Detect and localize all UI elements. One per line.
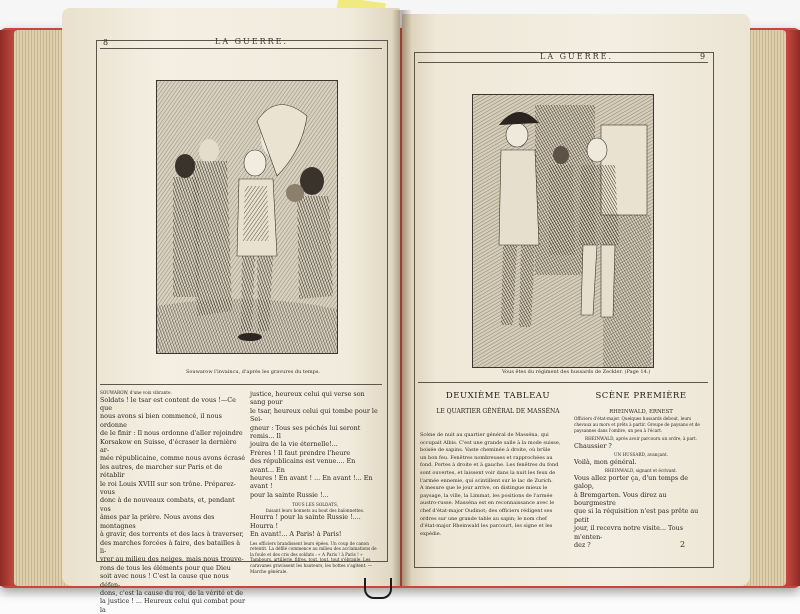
setting-line: austro-russe. Masséna est en reconnaissance avec le: [420, 500, 555, 507]
speech-line: Frères ! Il faut prendre l'heure: [250, 448, 351, 457]
speaker-souwarow: SOUWAROW, d'une voix vibrante.: [100, 390, 172, 395]
dialogue-line: jour, il recevra notre visite... Tous m'enten-: [574, 524, 684, 541]
left-page-number: 8: [103, 38, 109, 47]
right-caption-rule: [418, 382, 708, 383]
speech-line: des républicains est venue.... En avant... En: [250, 457, 356, 474]
speaker-hussard: UN HUSSARD, avançant.: [613, 452, 669, 458]
tableau-title: DEUXIÈME TABLEAU: [445, 391, 551, 401]
speech-line: de le finir : Il nous ordonne d'aller rejoindre: [100, 429, 243, 438]
speech-line: vrer au milieu des neiges, mais nous trouve-: [100, 555, 244, 564]
speech-line: soit avec nous ! C'est la cause que nous défen-: [100, 572, 229, 589]
chorus-line: En avant!... A Paris! à Paris!: [250, 530, 342, 539]
dialogue-line: dez ?: [574, 541, 591, 550]
setting-line: ordres sur une grande table au sapin; le nom chef: [420, 515, 547, 522]
speech-line: heures ! En avant ! ... En avant !... En avant !: [250, 474, 373, 491]
setting-line: paysage, la ville, la Limmat, les positions de l'armée: [420, 492, 553, 499]
left-column-1: [100, 390, 246, 614]
hussards-engraving-image: [473, 95, 653, 367]
speech-line: âmes par la prière. Nous avons des montagnes: [100, 513, 215, 530]
speech-line: Soldats ! le tsar est content de vous !—Ce que: [100, 395, 236, 412]
speech-line: gneur : Tous ses péchés lui seront remis... Il: [250, 423, 361, 441]
left-illustration-caption: Souwarow l'invaincu, d'après les gravures du temps.: [186, 369, 320, 375]
speech-line: nous avons si bien commencé, il nous ordonne: [100, 412, 222, 429]
speech-line: le tsar, heureux celui qui tombe pour le Sei-: [250, 406, 378, 424]
setting-description: [420, 432, 568, 560]
speaker-rheinwald: RHEINWALD, signant et écrivant.: [604, 468, 678, 474]
right-head-rule: [418, 62, 708, 63]
speech-line: rons de tous les éléments pour que Dieu: [100, 563, 231, 572]
left-column-2: [250, 390, 380, 574]
setting-line: expédie.: [420, 530, 442, 537]
tableau-subtitle: LE QUARTIER GÉNÉRAL DE MASSÉNA: [436, 408, 560, 415]
souwarow-engraving-image: [157, 81, 337, 353]
left-head-rule: [100, 48, 382, 49]
right-engraving: [472, 94, 654, 368]
right-running-head: LA GUERRE.: [540, 52, 614, 61]
right-page-number: 9: [700, 52, 706, 61]
speech-line: des marches forcées à faire, des batailles à li-: [100, 538, 241, 555]
dialogue-line: à Bremgarten. Vous direz au bourgmestre: [574, 490, 667, 507]
speech-line: la justice ! ... Heureux celui qui combat pour la: [100, 597, 246, 614]
book-gutter-shadow: [392, 10, 412, 586]
dialogue-line: Chaussier ?: [574, 441, 612, 450]
cover-edge-left: [0, 30, 14, 586]
speech-line: les autres, de marcher sur Paris et de rétablir: [100, 462, 223, 480]
speech-line: le roi Louis XVIII sur son trône. Préparez-vous: [100, 479, 236, 497]
speaker-rheinwald: RHEINWALD, après avoir parcouru un ordre, à part.: [584, 436, 697, 442]
setting-line: A mesure que le jour arrive, on distingue mieux le: [420, 485, 548, 492]
cover-edge-right: [786, 30, 800, 586]
setting-line: occupait Albis. C'est une grande salle à la mode suisse,: [420, 439, 561, 446]
setting-line: chef d'état-major Oudinot; des officiers rédigent ses: [420, 507, 553, 514]
left-engraving: [156, 80, 338, 354]
setting-line: boisée de sapins. Vaste cheminée à droite, où brûle: [420, 447, 551, 454]
speech-line: justice, heureux celui qui verse son sang pour: [250, 390, 365, 407]
chorus-label: TOUS LES SOLDATS,: [291, 502, 339, 508]
scene-title: SCÈNE PREMIÈRE: [595, 391, 687, 401]
speech-line: Korsakow en Suisse, d'écraser la dernière ar-: [100, 437, 237, 455]
setting-line: fond. Portes à droite et à gauche. Les fenêtres du fond: [420, 462, 559, 469]
right-column-2: [574, 408, 708, 558]
dialogue-line: que si la réquisition n'est pas prête au petit: [574, 507, 699, 524]
speech-line: donc à de nouveaux combats, et, pendant vos: [100, 496, 235, 513]
bookmark-cord: [364, 578, 392, 599]
cast-line: RHEINWALD, ERNEST: [609, 409, 673, 415]
cast-note: Officiers d'état-major. Quelques hussards debout, leurs chevaux au mors et prêts à partir. Groupe de paysans et de paysannes dans l'ombre, un peu à l'écart.: [574, 416, 700, 433]
setting-line: sont ouvertes, et laissent voir dans la nuit les feux de: [420, 469, 556, 476]
chorus-line: Hourra ! pour la sainte Russie !.... Hourra !: [250, 513, 361, 530]
stage-direction: Les officiers brandissent leurs épées. Un coup de canon retentit. La défilé commence au milieu des acclamations de la foule et des cris des soldats : « A Paris ! à Paris ! » Tambours, artillerie, fifres, tout, tout, tout s'ébranle. Les caravanes gravissent les hauteurs, les bottes s'agitent. — Marche générale.: [250, 540, 377, 574]
speech-line: à gravir, des torrents et des lacs à traverser,: [100, 530, 244, 539]
right-illustration-caption: Vous êtes du régiment des hussards de Zeckler. (Page 14.): [502, 369, 651, 375]
left-running-head: LA GUERRE.: [215, 37, 289, 46]
setting-line: un bon feu. Fenêtres nombreuses et rapprochées au: [420, 454, 553, 461]
speech-line: pour la sainte Russie !...: [250, 490, 329, 499]
setting-line: l'armée ennemie, qui scintillent sur le lac de Zurich.: [420, 477, 553, 484]
speech-line: mée républicaine, comme nous avons écrasé: [100, 454, 246, 463]
setting-line: d'état-major Rheinwald les parcourt, les signe et les: [420, 523, 553, 530]
speech-line: jouira de la vie éternelle!...: [250, 440, 338, 449]
setting-line: Scène de nuit au quartier général de Masséna, qui: [420, 432, 549, 438]
speech-line: dons, c'est la cause du roi, de la vérité et de: [100, 588, 244, 597]
signature-mark: 2: [680, 540, 686, 549]
dialogue-line: Voilà, mon général.: [574, 457, 637, 466]
left-caption-rule: [100, 384, 382, 385]
dialogue-line: Vous allez porter ça, d'un temps de galop,: [574, 473, 689, 491]
chorus-note: faisant leurs bonnets au bout des baïonnettes.: [265, 507, 365, 513]
